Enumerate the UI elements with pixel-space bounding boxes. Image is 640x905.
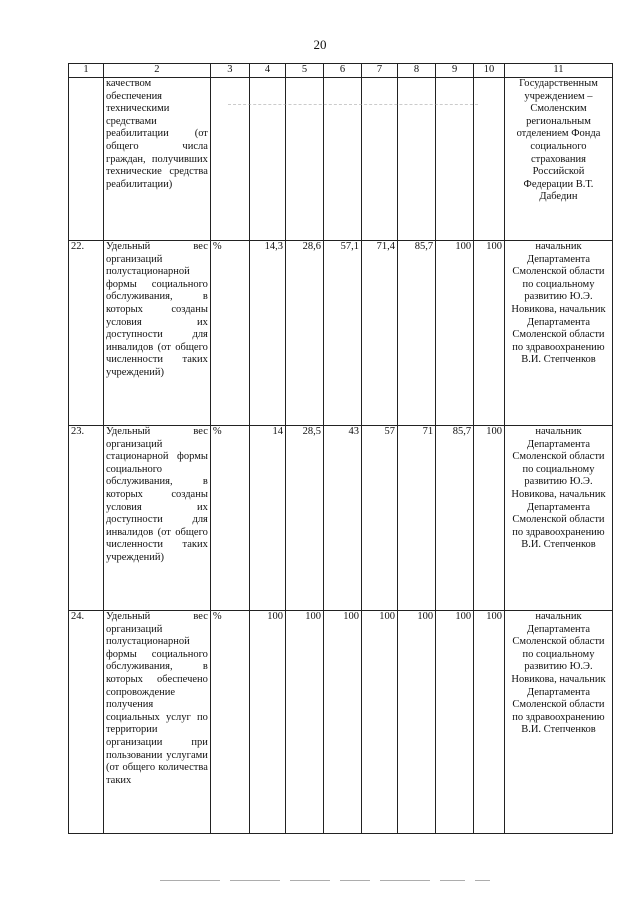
value-cell: 100 xyxy=(474,241,505,426)
value-cell: 85,7 xyxy=(398,241,436,426)
column-header: 4 xyxy=(249,64,285,78)
value-cell: 14 xyxy=(249,426,285,611)
scan-artifact-footer xyxy=(160,880,490,886)
value-cell: 71 xyxy=(398,426,436,611)
table-row xyxy=(69,611,613,834)
value-cell: 100 xyxy=(285,611,323,834)
column-header: 3 xyxy=(210,64,249,78)
row-number: 22. xyxy=(69,241,104,426)
indicators-table xyxy=(68,63,613,834)
value-cell: 100 xyxy=(474,611,505,834)
column-header: 8 xyxy=(398,64,436,78)
unit: % xyxy=(210,611,249,834)
value-cell: 28,5 xyxy=(285,426,323,611)
indicator-name: Удельный вес организаций полустационарной формы социального обслуживания, в которых созданы условия их доступности для инвалидов (от общего численности таких учреждений) xyxy=(103,241,210,426)
unit: % xyxy=(210,241,249,426)
indicator-name: Удельный вес организаций полустационарной формы социального обслуживания, в которых обеспечено сопровождение получения социальных услуг по территории организации при пользовании услугами (от общего количества таких xyxy=(103,611,210,834)
column-header: 7 xyxy=(362,64,398,78)
column-header: 1 xyxy=(69,64,104,78)
responsible-person: начальник Департамента Смоленской области по социальному развитию Ю.Э. Новикова, начальник Департамента Смоленской области по здравоохранению В.И. Степченков xyxy=(504,241,612,426)
value-cell xyxy=(249,78,285,241)
page-number: 20 xyxy=(313,37,327,52)
row-number: 23. xyxy=(69,426,104,611)
table-row xyxy=(69,426,613,611)
value-cell: 100 xyxy=(436,611,474,834)
value-cell xyxy=(323,78,361,241)
row-number xyxy=(69,78,104,241)
column-header: 11 xyxy=(504,64,612,78)
value-cell xyxy=(285,78,323,241)
value-cell: 28,6 xyxy=(285,241,323,426)
responsible-person: Государственным учреждением – Смоленским региональным отделением Фонда социального страхования Российской Федерации В.Т. Дабедин xyxy=(504,78,612,241)
unit: % xyxy=(210,426,249,611)
value-cell: 57,1 xyxy=(323,241,361,426)
column-header: 9 xyxy=(436,64,474,78)
value-cell: 71,4 xyxy=(362,241,398,426)
value-cell: 100 xyxy=(362,611,398,834)
column-header: 5 xyxy=(285,64,323,78)
value-cell: 85,7 xyxy=(436,426,474,611)
value-cell: 14,3 xyxy=(249,241,285,426)
column-header: 2 xyxy=(103,64,210,78)
column-header: 6 xyxy=(323,64,361,78)
row-number: 24. xyxy=(69,611,104,834)
value-cell xyxy=(436,78,474,241)
value-cell: 100 xyxy=(323,611,361,834)
indicator-name: Удельный вес организаций стационарной формы социального обслуживания, в которых созданы условия их доступности для инвалидов (от общего численности таких учреждений) xyxy=(103,426,210,611)
value-cell: 100 xyxy=(474,426,505,611)
column-header: 10 xyxy=(474,64,505,78)
responsible-person: начальник Департамента Смоленской области по социальному развитию Ю.Э. Новикова, начальник Департамента Смоленской области по здравоохранению В.И. Степченков xyxy=(504,426,612,611)
value-cell xyxy=(474,78,505,241)
header-row xyxy=(69,64,613,78)
value-cell: 43 xyxy=(323,426,361,611)
unit xyxy=(210,78,249,241)
value-cell xyxy=(362,78,398,241)
responsible-person: начальник Департамента Смоленской области по социальному развитию Ю.Э. Новикова, начальник Департамента Смоленской области по здравоохранению В.И. Степченков xyxy=(504,611,612,834)
value-cell: 100 xyxy=(398,611,436,834)
table-row xyxy=(69,241,613,426)
indicator-name: качеством обеспечения техническими средствами реабилитации (от общего числа граждан, получивших технические средства реабилитации) xyxy=(103,78,210,241)
value-cell: 57 xyxy=(362,426,398,611)
value-cell: 100 xyxy=(249,611,285,834)
scan-artifact-line xyxy=(228,104,478,106)
table-row xyxy=(69,78,613,241)
value-cell: 100 xyxy=(436,241,474,426)
value-cell xyxy=(398,78,436,241)
